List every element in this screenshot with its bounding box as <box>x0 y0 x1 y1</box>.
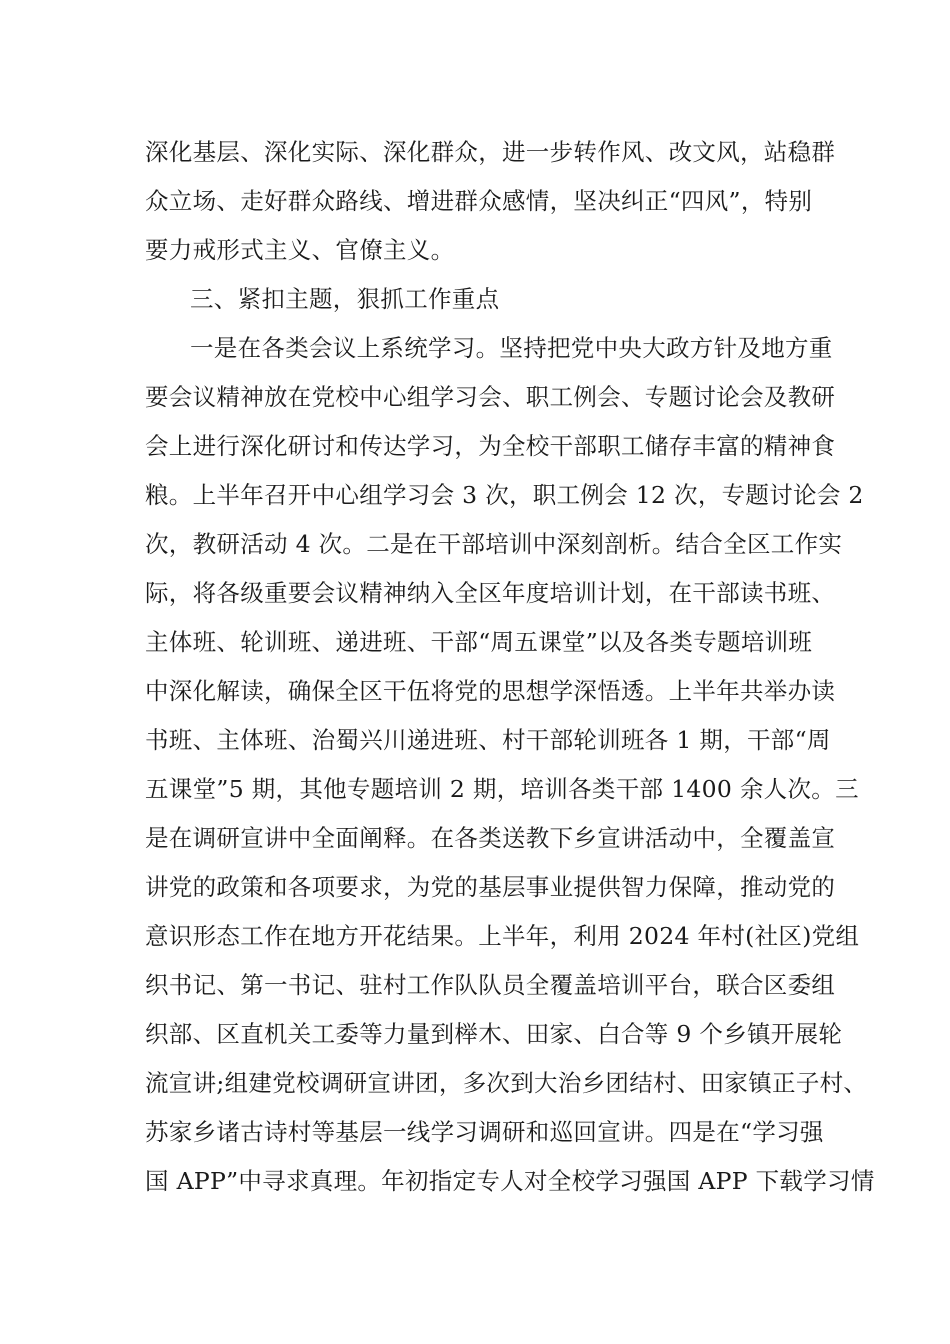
text-line: 一是在各类会议上系统学习。坚持把党中央大政方针及地方重 <box>190 334 833 362</box>
text-line: 主体班、轮训班、递进班、干部“周五课堂”以及各类专题培训班 <box>145 628 813 656</box>
text-line: 苏家乡诸古诗村等基层一线学习调研和巡回宣讲。四是在“学习强 <box>145 1118 824 1146</box>
text-line: 会上进行深化研讨和传达学习，为全校干部职工储存丰富的精神食 <box>145 432 836 460</box>
text-line: 讲党的政策和各项要求，为党的基层事业提供智力保障，推动党的 <box>145 873 836 901</box>
text-line: 意识形态工作在地方开花结果。上半年，利用 2024 年村(社区)党组 <box>145 922 860 950</box>
text-line: 次，教研活动 4 次。二是在干部培训中深刻剖析。结合全区工作实 <box>145 530 843 558</box>
text-line: 流宣讲;组建党校调研宣讲团，多次到大治乡团结村、田家镇正子村、 <box>145 1069 868 1097</box>
text-line: 要会议精神放在党校中心组学习会、职工例会、专题讨论会及教研 <box>145 383 836 411</box>
text-line: 中深化解读，确保全区干伍将党的思想学深悟透。上半年共举办读 <box>145 677 836 705</box>
text-line: 书班、主体班、治蜀兴川递进班、村干部轮训班各 1 期，干部“周 <box>145 726 831 754</box>
text-line: 织书记、第一书记、驻村工作队队员全覆盖培训平台，联合区委组 <box>145 971 836 999</box>
text-line: 五课堂”5 期，其他专题培训 2 期，培训各类干部 1400 余人次。三 <box>145 775 859 803</box>
text-line: 要力戒形式主义、官僚主义。 <box>145 236 455 264</box>
section-heading: 三、紧扣主题，狠抓工作重点 <box>190 285 500 313</box>
text-line: 国 APP”中寻求真理。年初指定专人对全校学习强国 APP 下载学习情 <box>145 1167 875 1195</box>
text-line: 深化基层、深化实际、深化群众，进一步转作风、改文风，站稳群 <box>145 138 836 166</box>
text-line: 际，将各级重要会议精神纳入全区年度培训计划，在干部读书班、 <box>145 579 836 607</box>
text-line: 粮。上半年召开中心组学习会 3 次，职工例会 12 次，专题讨论会 2 <box>145 481 864 509</box>
text-line: 众立场、走好群众路线、增进群众感情，坚决纠正“四风”，特别 <box>145 187 813 215</box>
text-line: 织部、区直机关工委等力量到榉木、田家、白合等 9 个乡镇开展轮 <box>145 1020 843 1048</box>
text-line: 是在调研宣讲中全面阐释。在各类送教下乡宣讲活动中，全覆盖宣 <box>145 824 836 852</box>
